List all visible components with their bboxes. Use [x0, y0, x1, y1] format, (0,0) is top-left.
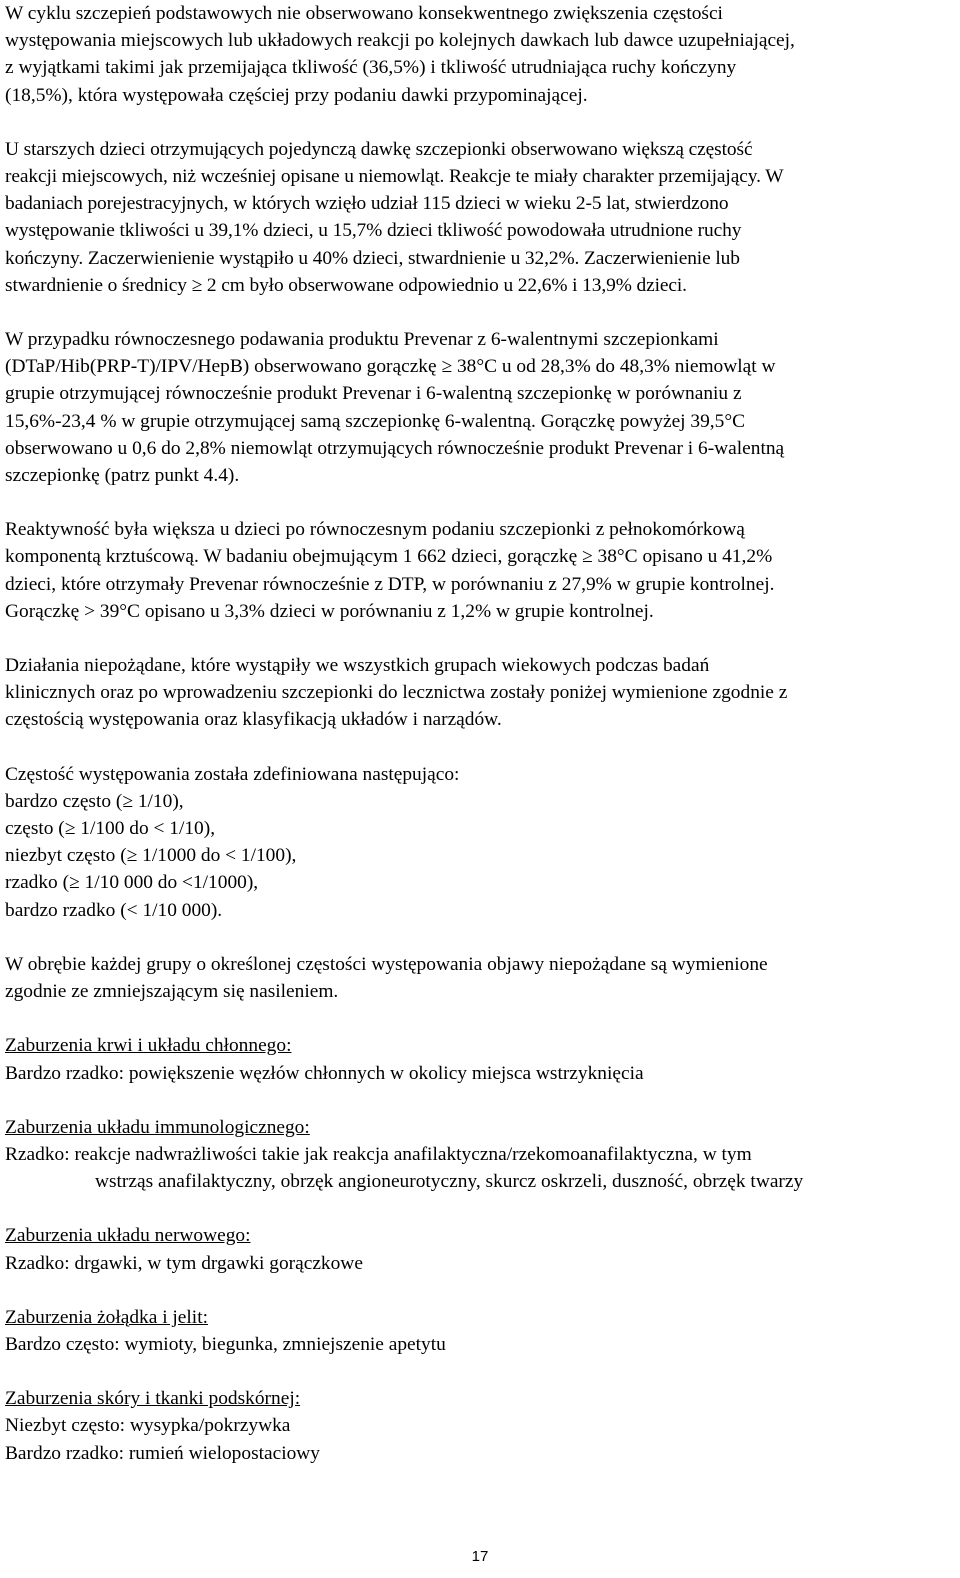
- page-number: 17: [471, 1548, 489, 1565]
- section-item: Rzadko: drgawki, w tym drgawki gorączkowe: [5, 1252, 363, 1274]
- frequency-item: bardzo rzadko (< 1/10 000).: [5, 899, 223, 921]
- text-line: 15,6%-23,4 % w grupie otrzymującej samą szczepionkę 6-walentną. Gorączkę powyżej 39,5°C: [5, 410, 746, 432]
- spacer: [5, 489, 950, 516]
- section-item: Bardzo rzadko: rumień wielopostaciowy: [5, 1442, 321, 1464]
- frequency-item: rzadko (≥ 1/10 000 do <1/1000),: [5, 872, 259, 894]
- section-item-continuation: wstrząs anafilaktyczny, obrzęk angioneurotyczny, skurcz oskrzeli, duszność, obrzęk twarzy: [95, 1171, 804, 1193]
- text-line: częstością występowania oraz klasyfikacją układów i narządów.: [5, 709, 502, 731]
- section-item: Rzadko: reakcje nadwrażliwości takie jak reakcja anafilaktyczna/rzekomoanafilaktyczna, w tym: [5, 1143, 752, 1165]
- section-blood-lymphatic: [5, 1032, 950, 1086]
- paragraph-older-children: [5, 136, 950, 299]
- text-line: Działania niepożądane, które wystąpiły we wszystkich grupach wiekowych podczas badań: [5, 655, 710, 677]
- text-line: dzieci, które otrzymały Prevenar równocześnie z DTP, w porównaniu z 27,9% w grupie kontrolnej.: [5, 573, 775, 595]
- section-item: Bardzo często: wymioty, biegunka, zmniejszenie apetytu: [5, 1333, 446, 1355]
- spacer: [5, 1358, 950, 1385]
- text-line: Reaktywność była większa u dzieci po równoczesnym podaniu szczepionki z pełnokomórkową: [5, 519, 745, 541]
- text-line: komponentą krztuścową. W badaniu obejmującym 1 662 dzieci, gorączkę ≥ 38°C opisano u 41,2%: [5, 546, 773, 568]
- spacer: [5, 734, 950, 761]
- paragraph-severity-order: [5, 951, 950, 1005]
- text-line: (DTaP/Hib(PRP-T)/IPV/HepB) obserwowano gorączkę ≥ 38°C u od 28,3% do 48,3% niemowląt w: [5, 356, 776, 378]
- spacer: [5, 625, 950, 652]
- text-line: W przypadku równoczesnego podawania produktu Prevenar z 6-walentnymi szczepionkami: [5, 329, 719, 351]
- paragraph-reactogenicity-dtp: [5, 516, 950, 625]
- text-line: klinicznych oraz po wprowadzeniu szczepionki do lecznictwa zostały poniżej wymienione zgodnie z: [5, 682, 788, 704]
- section-heading: Zaburzenia żołądka i jelit:: [5, 1306, 208, 1328]
- paragraph-booster-reactions: [5, 0, 950, 109]
- section-heading: Zaburzenia skóry i tkanki podskórnej:: [5, 1388, 301, 1410]
- text-line: kończyny. Zaczerwienienie wystąpiło u 40% dzieci, stwardnienie u 32,2%. Zaczerwienienie lub: [5, 247, 740, 269]
- spacer: [5, 1005, 950, 1032]
- spacer: [5, 1087, 950, 1114]
- text-line: występowanie tkliwości u 39,1% dzieci, u 15,7% dzieci tkliwość powodowała utrudnione ruchy: [5, 220, 742, 242]
- frequency-definitions: [5, 761, 950, 924]
- spacer: [5, 299, 950, 326]
- spacer: [5, 1195, 950, 1222]
- text-line: badaniach porejestracyjnych, w których wzięło udział 115 dzieci w wieku 2-5 lat, stwierdzono: [5, 193, 729, 215]
- text-line: stwardnienie o średnicy ≥ 2 cm było obserwowane odpowiednio u 22,6% i 13,9% dzieci.: [5, 274, 687, 296]
- paragraph-concomitant-hexavalent: [5, 326, 950, 489]
- text-line: W cyklu szczepień podstawowych nie obserwowano konsekwentnego zwiększenia częstości: [5, 3, 723, 24]
- section-heading: Zaburzenia krwi i układu chłonnego:: [5, 1035, 292, 1057]
- section-item: Niezbyt często: wysypka/pokrzywka: [5, 1415, 291, 1437]
- text-line: zgodnie ze zmniejszającym się nasileniem.: [5, 981, 339, 1003]
- frequency-item: bardzo często (≥ 1/10),: [5, 790, 184, 812]
- text-line: obserwowano u 0,6 do 2,8% niemowląt otrzymujących równocześnie produkt Prevenar i 6-walentną: [5, 437, 785, 459]
- text-line: występowania miejscowych lub układowych reakcji po kolejnych dawkach lub dawce uzupełniającej,: [5, 30, 795, 52]
- frequency-item: niezbyt często (≥ 1/1000 do < 1/100),: [5, 845, 297, 867]
- text-line: z wyjątkami takimi jak przemijająca tkliwość (36,5%) i tkliwość utrudniająca ruchy kończyny: [5, 57, 737, 79]
- text-line: szczepionkę (patrz punkt 4.4).: [5, 465, 240, 487]
- spacer: [5, 1277, 950, 1304]
- section-skin: [5, 1385, 950, 1467]
- paragraph-adverse-reactions-intro: [5, 652, 950, 734]
- text-line: Gorączkę > 39°C opisano u 3,3% dzieci w porównaniu z 1,2% w grupie kontrolnej.: [5, 600, 654, 622]
- section-heading: Zaburzenia układu nerwowego:: [5, 1225, 251, 1247]
- document-page: [5, 0, 950, 1467]
- section-nervous-system: [5, 1222, 950, 1276]
- text-line: U starszych dzieci otrzymujących pojedynczą dawkę szczepionki obserwowano większą częstość: [5, 138, 753, 160]
- text-line: grupie otrzymującej równocześnie produkt Prevenar i 6-walentną szczepionkę w porównaniu z: [5, 383, 742, 405]
- text-line: (18,5%), która występowała częściej przy podaniu dawki przypominającej.: [5, 84, 588, 106]
- section-gastrointestinal: [5, 1304, 950, 1358]
- text-line: W obrębie każdej grupy o określonej częstości występowania objawy niepożądane są wymienione: [5, 953, 768, 975]
- section-heading: Zaburzenia układu immunologicznego:: [5, 1116, 310, 1138]
- text-line: reakcji miejscowych, niż wcześniej opisane u niemowląt. Reakcje te miały charakter przemijający. W: [5, 166, 784, 188]
- section-immune-system: [5, 1114, 950, 1196]
- section-item: Bardzo rzadko: powiększenie węzłów chłonnych w okolicy miejsca wstrzyknięcia: [5, 1062, 644, 1084]
- spacer: [5, 109, 950, 136]
- frequency-item: często (≥ 1/100 do < 1/10),: [5, 818, 216, 840]
- text-line: Częstość występowania została zdefiniowana następująco:: [5, 763, 460, 785]
- spacer: [5, 924, 950, 951]
